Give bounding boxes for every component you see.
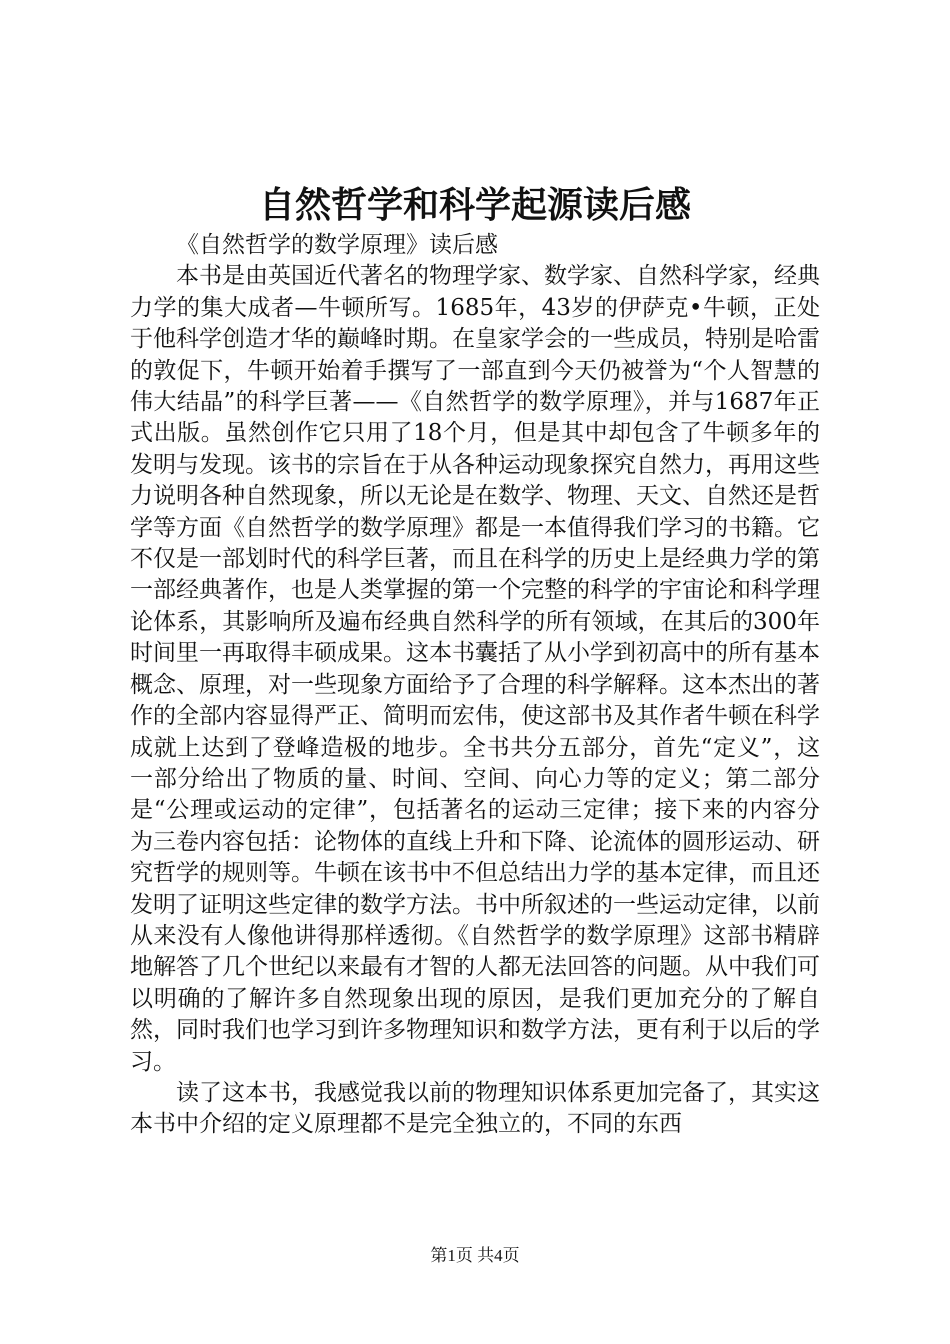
- document-title: 自然哲学和科学起源读后感: [258, 184, 691, 226]
- page-number-footer: 第1页 共4页: [430, 1246, 520, 1265]
- paragraph-1: 本书是由英国近代著名的物理学家、数学家、自然科学家，经典力学的集大成者—牛顿所写。1685年，43岁的伊萨克•牛顿，正处于他科学创造才华的巅峰时期。在皇家学会的一些成员，特别是哈雷的敦促下，牛顿开始着手撰写了一部直到今天仍被誉为“个人智慧的伟大结晶”的科学巨著——《自然哲学的数学原理》，并与1687年正式出版。虽然创作它只用了18个月，但是其中却包含了牛顿多年的发明与发现。该书的宗旨在于从各种运动现象探究自然力，再用这些力说明各种自然现象，所以无论是在数学、物理、天文、自然还是哲学等方面《自然哲学的数学原理》都是一本值得我们学习的书籍。它不仅是一部划时代的科学巨著，而且在科学的历史上是经典力学的第一部经典著作，也是人类掌握的第一个完整的科学的宇宙论和科学理论体系，其影响所及遍布经典自然科学的所有领域，在其后的300年时间里一再取得丰硕成果。这本书囊括了从小学到初高中的所有基本概念、原理，对一些现象方面给予了合理的科学解释。这本杰出的著作的全部内容显得严正、简明而宏伟，使这部书及其作者牛顿在科学成就上达到了登峰造极的地步。全书共分五部分，首先“定义”，这一部分给出了物质的量、时间、空间、向心力等的定义；第二部分是“公理或运动的定律”，包括著名的运动三定律；接下来的内容分为三卷内容包括：论物体的直线上升和下降、论流体的圆形运动、研究哲学的规则等。牛顿在该书中不但总结出力学的基本定律，而且还发明了证明这些定律的数学方法。书中所叙述的一些运动定律，以前从来没有人像他讲得那样透彻。《自然哲学的数学原理》这部书精辟地解答了几个世纪以来最有才智的人都无法回答的问题。从中我们可以明确的了解许多自然现象出现的原因，是我们更加充分的了解自然，同时我们也学习到许多物理知识和数学方法，更有利于以后的学习。: [130, 263, 820, 1075]
- paragraph-2: 读了这本书，我感觉我以前的物理知识体系更加完备了，其实这本书中介绍的定义原理都不是完全独立的，不同的东西: [130, 1079, 820, 1138]
- document-subtitle: 《自然哲学的数学原理》读后感: [176, 232, 498, 258]
- document-body: [130, 230, 820, 1141]
